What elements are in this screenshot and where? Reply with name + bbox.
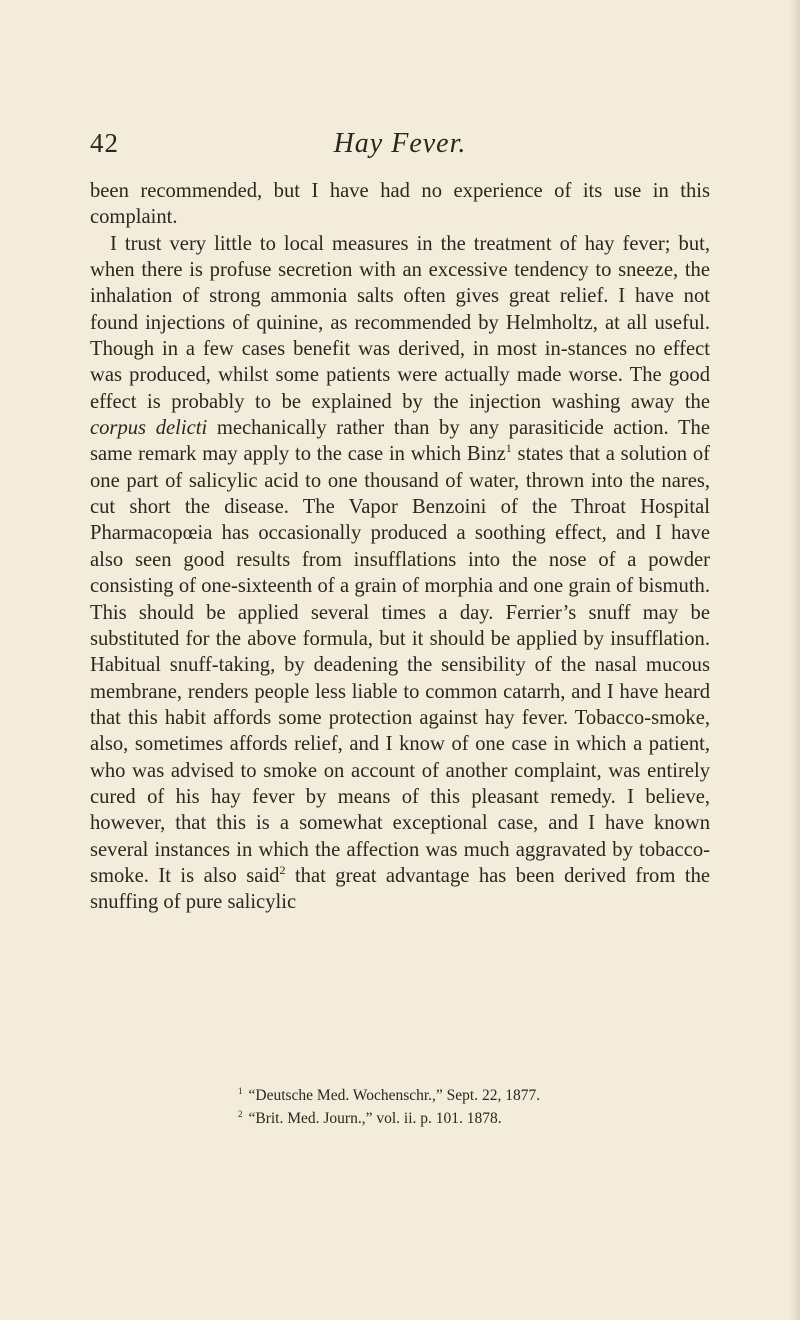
- footnote-ref-2: 2: [279, 863, 286, 878]
- footnote-1: [90, 1082, 710, 1105]
- footnote-2: [90, 1105, 710, 1128]
- running-title: Hay Fever.: [333, 128, 467, 159]
- page-header: [90, 128, 710, 168]
- paragraph-local-measures: [90, 231, 710, 916]
- paragraph-continuation: been recommended, but I have had no experience of its use in this complaint.: [90, 180, 710, 229]
- text-run: mechanically rather than by any parasiticide action. The same remark may apply to the case in which Binz: [90, 417, 710, 466]
- body-text: [90, 178, 710, 916]
- page-number: 42: [90, 128, 119, 158]
- page-edge-shadow: [790, 0, 800, 1320]
- footnote-mark: 2: [238, 1109, 243, 1120]
- footnote-text: “Brit. Med. Journ.,” vol. ii. p. 101. 1878.: [248, 1110, 502, 1128]
- footnote-ref-1: 1: [505, 441, 512, 456]
- text-run: I trust very little to local measures in the treatment of hay fever; but, when there is profuse secretion with an excessive tendency to sneeze, the inhalation of strong ammonia salts often gives great relief. I have not found injections of quinine, as recommended by Helmholtz, at all useful. Though in a few cases benefit was derived, in most in-stances no effect was produced, whilst some patients were actually made worse. The good effect is probably to be explained by the injection washing away the: [90, 232, 710, 413]
- footnote-text: “Deutsche Med. Wochenschr.,” Sept. 22, 1877.: [248, 1087, 541, 1105]
- text-run: states that a solution of one part of salicylic acid to one thousand of water, thrown into the nares, cut short the disease. The Vapor Benzoini of the Throat Hospital Pharmacopœia has occasionally produced a soothing effect, and I have also seen good results from insufflations into the nose of a powder consisting of one-sixteenth of a grain of morphia and one grain of bismuth. This should be applied several times a day. Ferrier’s snuff may be substituted for the above formula, but it should be applied by insufflation. Habitual snuff-taking, by deadening the sensibility of the nasal mucous membrane, renders people less liable to common catarrh, and I have heard that this habit affords some protection against hay fever. Tobacco-smoke, also, sometimes affords relief, and I know of one case in which a patient, who was advised to smoke on account of another complaint, was entirely cured of his hay fever by means of this pleasant remedy. I believe, however, that this is a somewhat exceptional case, and I have known several instances in which the affection was much aggravated by tobacco-smoke. It is also said: [90, 443, 710, 887]
- italic-term: corpus delicti: [90, 417, 208, 440]
- footnote-mark: 1: [238, 1086, 243, 1096]
- text-run: that great advantage has been derived from the snuffing of pure salicylic: [90, 864, 711, 914]
- footnotes: [90, 1082, 710, 1128]
